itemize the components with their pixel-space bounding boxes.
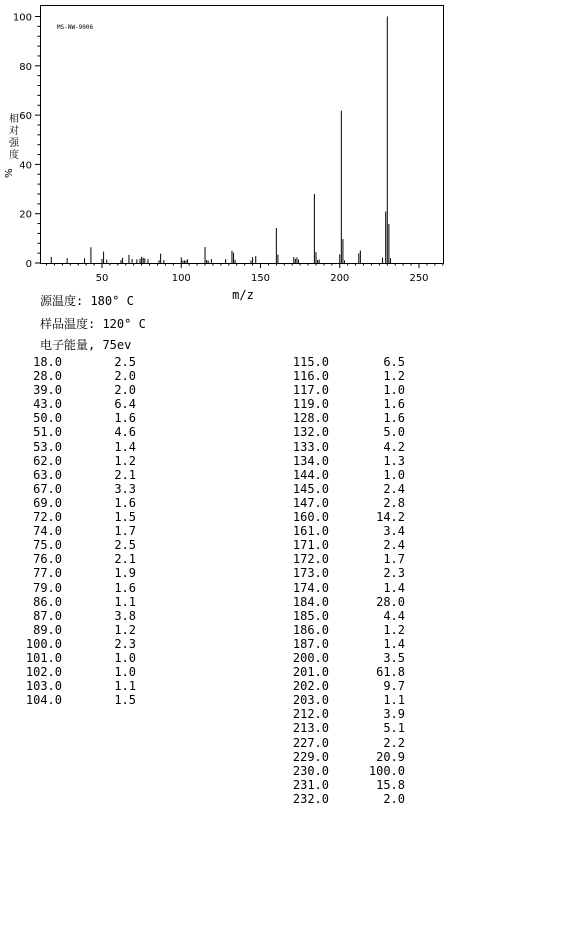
peak-row [264, 609, 409, 623]
y-axis-label: 相对强度 [9, 114, 19, 161]
peak-intensity: 5.1 [383, 721, 405, 736]
peak-row [264, 538, 409, 552]
x-tick-label: 150 [250, 273, 271, 284]
peak-intensity: 1.0 [383, 467, 405, 482]
peak-intensity: 6.5 [383, 355, 405, 369]
peak-mz: 145.0 [292, 481, 329, 496]
peak-mz: 76.0 [33, 552, 62, 567]
y-tick-label: 60 [19, 111, 32, 123]
peak-row [0, 425, 140, 439]
peak-row [264, 397, 409, 411]
peak-mz: 104.0 [25, 693, 62, 708]
peak-mz: 230.0 [292, 763, 329, 778]
peak-mz: 50.0 [33, 411, 62, 426]
electron-energy: 电子能量, 75ev [40, 338, 132, 352]
peak-intensity: 1.6 [114, 495, 136, 510]
peak-intensity: 2.0 [114, 383, 136, 398]
peak-mz: 72.0 [33, 510, 62, 525]
source-temperature: 源温度: 180° C [40, 294, 134, 308]
peak-intensity: 2.1 [114, 552, 136, 567]
bar-series [51, 17, 390, 264]
peak-mz: 128.0 [292, 411, 329, 426]
peak-intensity: 3.3 [114, 481, 136, 496]
peak-mz: 134.0 [292, 453, 329, 468]
peak-intensity: 1.0 [114, 650, 136, 665]
peak-mz: 117.0 [292, 383, 329, 398]
peak-mz: 75.0 [33, 538, 62, 553]
peak-mz: 69.0 [33, 495, 62, 510]
peak-row [264, 750, 409, 764]
peak-row [0, 397, 140, 411]
peak-mz: 77.0 [33, 566, 62, 581]
peak-row [0, 411, 140, 425]
x-tick-label: 100 [171, 273, 191, 284]
peak-mz: 185.0 [292, 608, 329, 623]
peak-intensity: 1.9 [114, 566, 136, 581]
peak-row [0, 454, 140, 468]
peak-mz: 160.0 [292, 510, 329, 525]
peak-intensity: 1.7 [383, 552, 405, 567]
peak-intensity: 1.1 [114, 594, 136, 609]
peak-intensity: 2.2 [383, 735, 405, 750]
peak-mz: 200.0 [292, 650, 329, 665]
peak-mz: 187.0 [292, 636, 329, 651]
peak-row [0, 524, 140, 538]
peak-row [264, 693, 409, 707]
peak-row [0, 637, 140, 651]
peak-mz: 232.0 [292, 791, 329, 806]
y-tick-label: 20 [19, 209, 32, 221]
peak-intensity: 5.0 [383, 425, 405, 440]
peak-mz: 18.0 [33, 355, 62, 369]
peak-row [264, 440, 409, 454]
peak-row [0, 651, 140, 665]
x-tick-label: 200 [330, 273, 350, 284]
peak-row [264, 496, 409, 510]
peak-intensity: 2.5 [114, 355, 136, 369]
peak-row [0, 355, 140, 369]
peak-mz: 39.0 [33, 383, 62, 398]
peak-mz: 133.0 [292, 439, 329, 454]
peak-intensity: 3.5 [383, 650, 405, 665]
peak-intensity: 2.4 [383, 538, 405, 553]
peak-intensity: 1.6 [114, 411, 136, 426]
peak-row [264, 482, 409, 496]
peak-mz: 53.0 [33, 439, 62, 454]
peak-intensity: 1.1 [383, 693, 405, 708]
peak-intensity: 2.4 [383, 481, 405, 496]
peak-intensity: 2.0 [383, 791, 405, 806]
peak-mz: 201.0 [292, 665, 329, 680]
peak-intensity: 2.3 [383, 566, 405, 581]
peak-row [0, 369, 140, 383]
peak-mz: 79.0 [33, 580, 62, 595]
peak-mz: 161.0 [292, 524, 329, 539]
y-tick-label: 0 [25, 259, 32, 270]
peak-mz: 132.0 [292, 425, 329, 440]
peak-mz: 227.0 [292, 735, 329, 750]
peak-row [0, 609, 140, 623]
peak-intensity: 1.2 [114, 453, 136, 468]
x-tick-label: 50 [95, 273, 109, 284]
peak-row [0, 383, 140, 397]
chart-title: MS-NW-9006 [57, 24, 94, 31]
peak-row [0, 665, 140, 679]
peak-mz: 184.0 [292, 594, 329, 609]
peak-row [264, 383, 409, 397]
peak-mz: 74.0 [33, 524, 62, 539]
peak-table-right [264, 355, 409, 806]
peak-row [0, 482, 140, 496]
peak-intensity: 15.8 [376, 777, 405, 792]
peak-intensity: 1.0 [114, 665, 136, 680]
mass-spectrum-chart [0, 0, 570, 310]
x-axis-label: m/z [232, 288, 254, 302]
peak-row [0, 538, 140, 552]
peak-mz: 62.0 [33, 453, 62, 468]
peak-row [264, 721, 409, 735]
peak-row [0, 440, 140, 454]
peak-row [264, 679, 409, 693]
peak-row [264, 651, 409, 665]
peak-row [0, 496, 140, 510]
peak-intensity: 2.3 [114, 636, 136, 651]
peak-intensity: 3.8 [114, 608, 136, 623]
plot-frame [41, 6, 444, 264]
peak-row [264, 468, 409, 482]
peak-row [264, 355, 409, 369]
peak-row [0, 623, 140, 637]
peak-intensity: 1.7 [114, 524, 136, 539]
peak-mz: 115.0 [292, 355, 329, 369]
peak-table-left [0, 355, 140, 707]
peak-row [264, 736, 409, 750]
peak-intensity: 14.2 [376, 510, 405, 525]
peak-mz: 28.0 [33, 369, 62, 384]
peak-mz: 87.0 [33, 608, 62, 623]
peak-row [0, 581, 140, 595]
peak-row [264, 764, 409, 778]
peak-intensity: 1.6 [114, 580, 136, 595]
peak-row [0, 510, 140, 524]
peak-intensity: 2.0 [114, 369, 136, 384]
x-axis [47, 263, 443, 284]
peak-intensity: 2.8 [383, 495, 405, 510]
peak-intensity: 28.0 [376, 594, 405, 609]
peak-mz: 186.0 [292, 622, 329, 637]
peak-row [0, 552, 140, 566]
peak-mz: 203.0 [292, 693, 329, 708]
peak-intensity: 4.6 [114, 425, 136, 440]
y-tick-label: 80 [19, 61, 32, 73]
peak-intensity: 1.2 [383, 622, 405, 637]
y-tick-label: 40 [19, 160, 32, 172]
peak-mz: 86.0 [33, 594, 62, 609]
peak-mz: 144.0 [292, 467, 329, 482]
peak-intensity: 20.9 [376, 749, 405, 764]
peak-mz: 171.0 [292, 538, 329, 553]
peak-intensity: 1.0 [383, 383, 405, 398]
peak-intensity: 1.1 [114, 679, 136, 694]
sample-temperature: 样品温度: 120° C [40, 317, 146, 331]
peak-mz: 43.0 [33, 397, 62, 412]
peak-mz: 212.0 [292, 707, 329, 722]
peak-mz: 229.0 [292, 749, 329, 764]
y-axis-unit: % [4, 168, 15, 178]
peak-mz: 101.0 [25, 650, 62, 665]
peak-row [0, 566, 140, 580]
peak-mz: 174.0 [292, 580, 329, 595]
peak-intensity: 1.4 [383, 580, 405, 595]
peak-row [264, 707, 409, 721]
peak-row [264, 411, 409, 425]
peak-row [264, 665, 409, 679]
peak-row [264, 552, 409, 566]
peak-row [0, 468, 140, 482]
peak-row [264, 792, 409, 806]
peak-intensity: 1.2 [114, 622, 136, 637]
peak-row [264, 623, 409, 637]
y-tick-label: 100 [12, 12, 32, 24]
peak-mz: 51.0 [33, 425, 62, 440]
peak-mz: 119.0 [292, 397, 329, 412]
peak-intensity: 1.4 [383, 636, 405, 651]
peak-intensity: 3.9 [383, 707, 405, 722]
peak-row [264, 581, 409, 595]
peak-intensity: 100.0 [368, 763, 405, 778]
peak-row [264, 778, 409, 792]
peak-intensity: 1.6 [383, 411, 405, 426]
peak-row [264, 454, 409, 468]
peak-intensity: 1.5 [114, 693, 136, 708]
peak-mz: 67.0 [33, 481, 62, 496]
peak-intensity: 1.4 [114, 439, 136, 454]
peak-row [264, 369, 409, 383]
peak-intensity: 1.5 [114, 510, 136, 525]
peak-intensity: 4.2 [383, 439, 405, 454]
peak-intensity: 2.1 [114, 467, 136, 482]
peak-mz: 116.0 [292, 369, 329, 384]
peak-row [264, 566, 409, 580]
peak-mz: 213.0 [292, 721, 329, 736]
peak-intensity: 9.7 [383, 679, 405, 694]
peak-mz: 102.0 [25, 665, 62, 680]
peak-intensity: 1.6 [383, 397, 405, 412]
peak-intensity: 61.8 [376, 665, 405, 680]
peak-intensity: 2.5 [114, 538, 136, 553]
x-tick-label: 250 [409, 273, 429, 284]
peak-row [264, 524, 409, 538]
peak-row [264, 595, 409, 609]
peak-intensity: 4.4 [383, 608, 405, 623]
peak-row [0, 595, 140, 609]
peak-mz: 172.0 [292, 552, 329, 567]
peak-mz: 202.0 [292, 679, 329, 694]
peak-row [0, 693, 140, 707]
peak-row [264, 637, 409, 651]
peak-intensity: 1.3 [383, 453, 405, 468]
peak-mz: 89.0 [33, 622, 62, 637]
peak-mz: 173.0 [292, 566, 329, 581]
peak-mz: 63.0 [33, 467, 62, 482]
peak-mz: 103.0 [25, 679, 62, 694]
peak-row [264, 510, 409, 524]
peak-row [264, 425, 409, 439]
peak-intensity: 3.4 [383, 524, 405, 539]
peak-mz: 147.0 [292, 495, 329, 510]
peak-mz: 100.0 [25, 636, 62, 651]
peak-intensity: 6.4 [114, 397, 136, 412]
peak-intensity: 1.2 [383, 369, 405, 384]
peak-mz: 231.0 [292, 777, 329, 792]
peak-row [0, 679, 140, 693]
